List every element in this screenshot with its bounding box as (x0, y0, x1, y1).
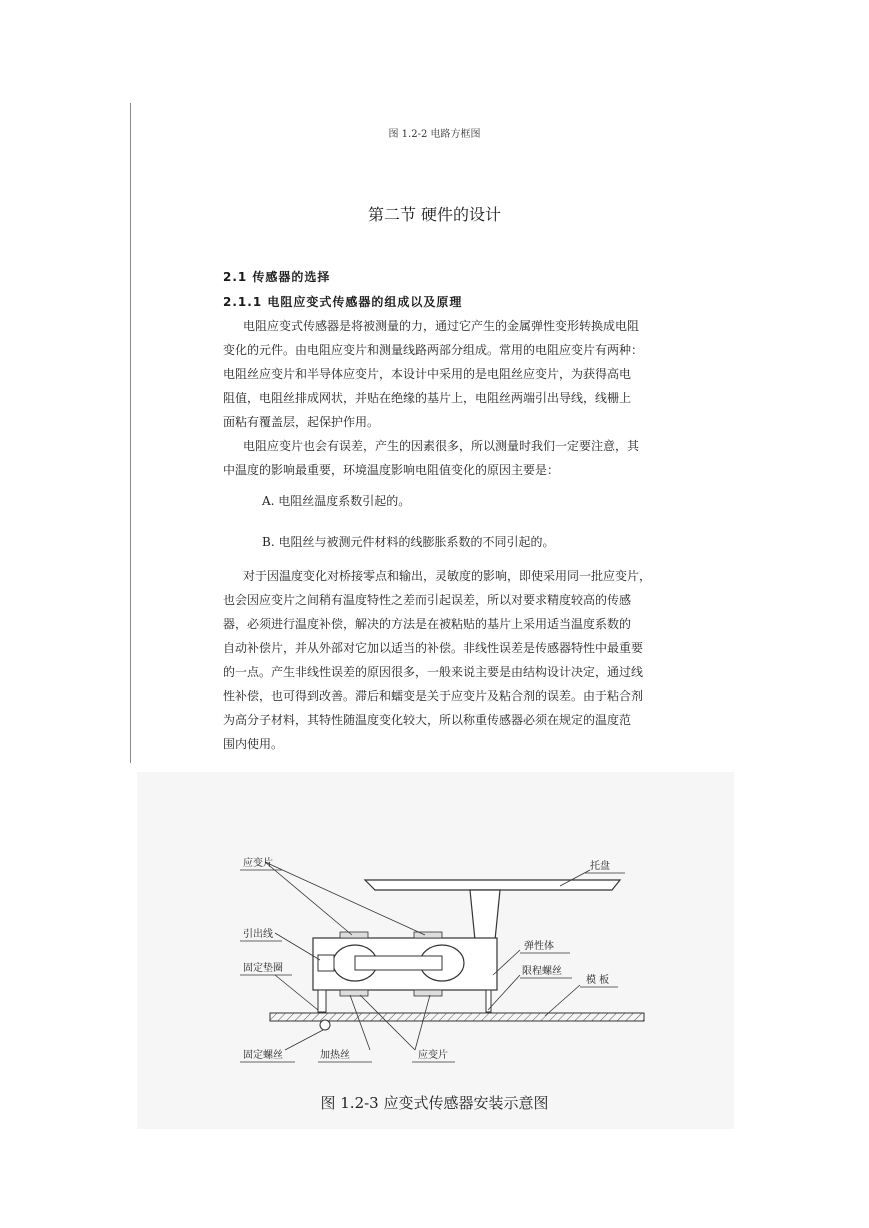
para1-line: 面粘有覆盖层，起保护作用。 (223, 415, 380, 429)
list-item: B. 电阻丝与被测元件材料的线膨胀系数的不同引起的。 (262, 535, 555, 549)
label-strain-gauge-top: 应变片 (243, 858, 273, 869)
para3-line: 围内使用。 (223, 737, 284, 751)
para2-line: 电阻应变片也会有误差，产生的因素很多，所以测量时我们一定要注意，其 (243, 439, 640, 453)
para1-line: 变化的元件。由电阻应变片和测量线路两部分组成。常用的电阻应变片有两种： (223, 343, 644, 357)
label-fixing-screw: 固定螺丝 (243, 1050, 283, 1061)
para3-line: 也会因应变片之间稍有温度特性之差而引起误差，所以对要求精度较高的传感 (223, 593, 632, 607)
para3-line: 对于因温度变化对桥接零点和输出，灵敏度的影响，即使采用同一批应变片， (243, 569, 652, 583)
para2-line: 中温度的影响最重要，环境温度影响电阻值变化的原因主要是： (223, 463, 560, 477)
label-tray: 托盘 (590, 861, 610, 872)
para1-line: 电阻应变式传感器是将被测量的力，通过它产生的金属弹性变形转换成电阻 (243, 319, 640, 333)
lead-wire-terminal (318, 955, 334, 971)
para3-line: 的一点。产生非线性误差的原因很多，一般来说主要是由结构设计决定，通过线 (223, 665, 644, 679)
section-title: 第二节 硬件的设计 (367, 205, 502, 224)
label-fixing-washer: 固定垫圈 (243, 963, 283, 974)
para1-line: 阻值，电阻丝排成网状，并贴在绝缘的基片上，电阻丝两端引出导线，线栅上 (223, 391, 632, 405)
fixing-screw-head (320, 1020, 330, 1030)
tray (365, 880, 620, 890)
para1-line: 电阻丝应变片和半导体应变片，本设计中采用的是电阻丝应变片，为获得高电 (223, 367, 632, 381)
label-lead-wire: 引出线 (243, 929, 273, 940)
label-template: 模 板 (586, 975, 610, 986)
heading-strain-sensor: 2.1.1 电阻应变式传感器的组成以及原理 (223, 295, 463, 309)
figure-caption-circuit: 图 1.2-2 电路方框图 (388, 129, 481, 140)
list-item: A. 电阻丝温度系数引起的。 (262, 494, 411, 508)
para3-line: 器，必须进行温度补偿，解决的方法是在被粘贴的基片上采用适当温度系数的 (223, 617, 632, 631)
label-heating-wire: 加热丝 (320, 1050, 350, 1061)
figure-caption-sensor: 图 1.2-3 应变式传感器安装示意图 (320, 1094, 549, 1112)
para3-line: 为高分子材料，其特性随温度变化较大，所以称重传感器必须在规定的温度范 (223, 713, 632, 727)
label-elastic-body: 弹性体 (524, 941, 554, 952)
heading-sensor-selection: 2.1 传感器的选择 (223, 270, 331, 284)
label-strain-gauge-bottom: 应变片 (418, 1050, 448, 1061)
para3-line: 性补偿，也可得到改善。滞后和蠕变是关于应变片及粘合剂的误差。由于粘合剂 (223, 689, 644, 703)
para3-line: 自动补偿片，并从外部对它加以适当的补偿。非线性误差是传感器特性中最重要 (223, 641, 644, 655)
label-limit-screw: 限程螺丝 (522, 966, 562, 977)
